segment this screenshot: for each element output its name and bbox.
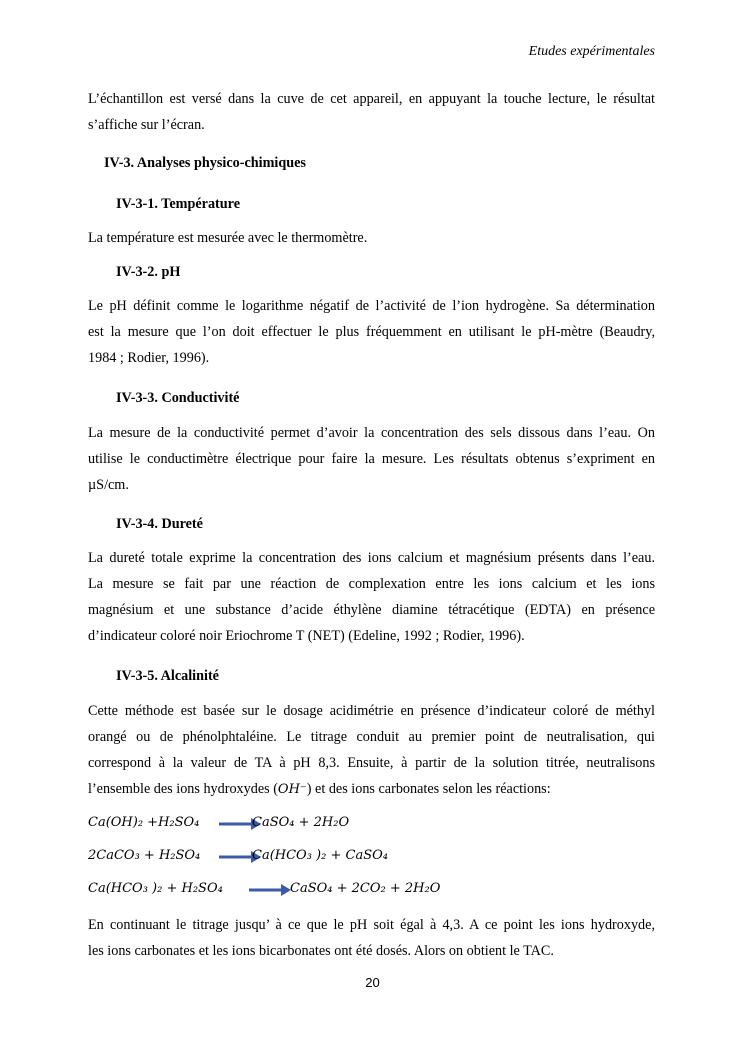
- text-line: La mesure de la conductivité permet d’avoir la concentration des sels dissous dans l’eau. On: [88, 425, 655, 441]
- section-heading: IV-3. Analyses physico-chimiques: [104, 155, 306, 171]
- text-line: La dureté totale exprime la concentration des ions calcium et magnésium présents dans l’eau.: [88, 550, 655, 566]
- text-fragment: ) et des ions carbonates selon les réactions:: [306, 781, 551, 797]
- reaction-arrow-icon: [248, 883, 292, 897]
- conductivite-paragraph: [88, 420, 655, 498]
- ph-paragraph: [88, 293, 655, 371]
- text-line: magnésium et une substance d’acide éthylène diamine tétracétique (EDTA) en présence: [88, 602, 655, 618]
- text-line: Le pH définit comme le logarithme négatif de l’activité de l’ion hydrogène. Sa détermination: [88, 298, 655, 314]
- text-line: Cette méthode est basée sur le dosage acidimétrie en présence d’indicateur coloré de méthyl: [88, 703, 655, 719]
- subsection-heading-alcalinite: IV-3-5. Alcalinité: [116, 668, 219, 684]
- equation-products: CaSO₄ + 2H₂O: [252, 815, 350, 830]
- subsection-heading-temperature: IV-3-1. Température: [116, 196, 240, 212]
- equation-reactants: Ca(OH)₂ +H₂SO₄: [88, 815, 200, 830]
- hydroxide-formula: OH⁻: [277, 782, 307, 797]
- text-line: s’affiche sur l’écran.: [88, 117, 205, 133]
- conclusion-paragraph: [88, 912, 655, 964]
- text-fragment: l’ensemble des ions hydroxydes (: [88, 781, 278, 797]
- text-line: d’indicateur coloré noir Eriochrome T (NET) (Edeline, 1992 ; Rodier, 1996).: [88, 628, 525, 644]
- equation-products: Ca(HCO₃ )₂ + CaSO₄: [252, 848, 388, 863]
- text-line: En continuant le titrage jusqu’ à ce que le pH soit égal à 4,3. A ce point les ions hydroxyde,: [88, 917, 655, 933]
- text-line: est la mesure que l’on doit effectuer le plus fréquemment en utilisant le pH-mètre (Beaudry,: [88, 324, 655, 340]
- text-line: 1984 ; Rodier, 1996).: [88, 350, 210, 366]
- alcalinite-paragraph: [88, 698, 655, 803]
- temperature-paragraph: [88, 225, 655, 251]
- text-line: La mesure se fait par une réaction de complexation entre les ions calcium et les ions: [88, 576, 655, 592]
- subsection-heading-durete: IV-3-4. Dureté: [116, 516, 203, 532]
- subsection-heading-ph: IV-3-2. pH: [116, 264, 181, 280]
- text-line: L’échantillon est versé dans la cuve de cet appareil, en appuyant la touche lecture, le résultat: [88, 91, 655, 107]
- text-line: correspond à la valeur de TA à pH 8,3. Ensuite, à partir de la solution titrée, neutralisons: [88, 755, 655, 771]
- equation-products: CaSO₄ + 2CO₂ + 2H₂O: [290, 881, 441, 896]
- text-line: les ions carbonates et les ions bicarbonates ont été dosés. Alors on obtient le TAC.: [88, 943, 554, 959]
- text-line: La température est mesurée avec le thermomètre.: [88, 230, 368, 246]
- text-line: µS/cm.: [88, 477, 129, 493]
- page-number: 20: [365, 975, 380, 990]
- equation-reactants: Ca(HCO₃ )₂ + H₂SO₄: [88, 881, 223, 896]
- text-line: orangé ou de phénolphtaléine. Le titrage conduit au premier point de neutralisation, qui: [88, 729, 655, 745]
- text-line: utilise le conductimètre électrique pour faire la mesure. Les résultats obtenus s’expriment en: [88, 451, 655, 467]
- running-header: Etudes expérimentales: [528, 44, 655, 59]
- intro-paragraph: [88, 86, 655, 138]
- durete-paragraph: [88, 545, 655, 649]
- equation-reactants: 2CaCO₃ + H₂SO₄: [88, 848, 201, 863]
- subsection-heading-conductivite: IV-3-3. Conductivité: [116, 390, 240, 406]
- text-line: [88, 776, 655, 803]
